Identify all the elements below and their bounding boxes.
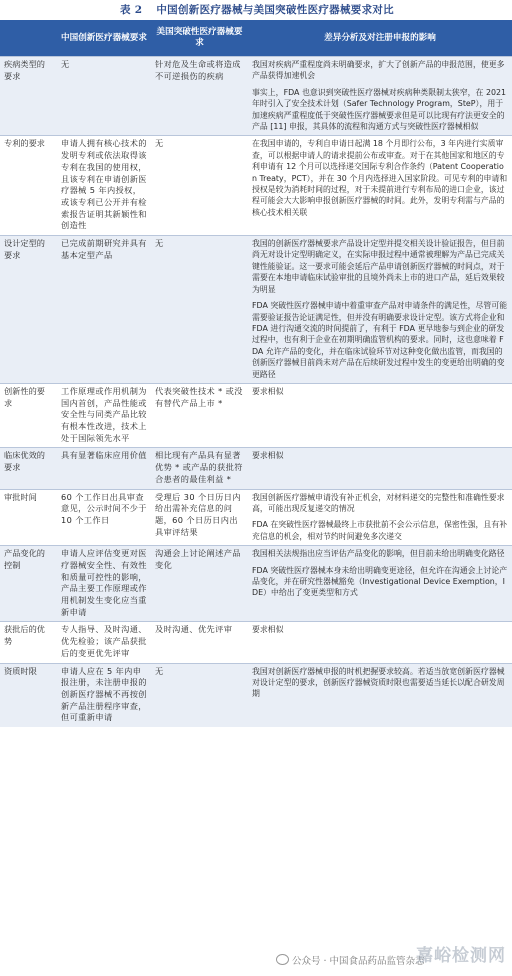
analysis-cell <box>248 622 512 663</box>
wechat-text: 公众号 · 中国食品药品监管杂志 <box>292 956 425 967</box>
analysis-paragraph: 我国的创新医疗器械要求产品设计定型并提交相关设计验证报告，但目前尚无对设计定型明确定义，在实际申报过程中通常被理解为产品已完成关键性能验证。这一要求可能会延后产品申请创新医疗器械的时间点，对于需要在本地申请临床试验审批的且境外尚未上市的进口产品，延后效果较为明显 <box>252 239 505 294</box>
header-blank <box>0 20 57 57</box>
us-requirement: 代表突破性技术 * 或没有替代产品上市 * <box>151 383 248 448</box>
row-label: 资质时限 <box>0 663 57 727</box>
us-requirement: 无 <box>151 136 248 236</box>
analysis-cell <box>248 136 512 236</box>
row-label: 专利的要求 <box>0 136 57 236</box>
china-requirement: 专人指导、及时沟通、优先检验；该产品获批后的变更优先评审 <box>57 622 151 663</box>
analysis-cell <box>248 57 512 136</box>
wechat-credit <box>276 953 425 967</box>
us-requirement: 无 <box>151 236 248 384</box>
row-label: 审批时间 <box>0 489 57 546</box>
china-requirement: 60 个工作日出具审查意见，公示时间不少于 10 个工作日 <box>57 489 151 546</box>
row-label: 获批后的优势 <box>0 622 57 663</box>
comparison-table <box>0 20 512 727</box>
china-requirement: 无 <box>57 57 151 136</box>
table-row <box>0 383 512 448</box>
analysis-cell <box>248 383 512 448</box>
us-requirement: 无 <box>151 663 248 727</box>
table-body <box>0 57 512 728</box>
table-row <box>0 663 512 727</box>
table-row <box>0 489 512 546</box>
table-caption <box>0 0 512 20</box>
us-requirement: 相比现有产品具有显著优势 * 或产品的获批符合患者的最佳利益 * <box>151 448 248 489</box>
analysis-cell <box>248 448 512 489</box>
table-row <box>0 622 512 663</box>
table-header <box>0 20 512 57</box>
analysis-cell <box>248 546 512 622</box>
table-number: 表 2 <box>120 4 143 16</box>
table-row <box>0 57 512 136</box>
analysis-paragraph: FDA 突破性医疗器械本身未给出明确变更途径，但允许在沟通会上讨论产品变化，并在研究性器械豁免（Investigational Device Exemption，IDE）中给出了变更类型和方式 <box>252 565 508 598</box>
analysis-paragraph: 我国相关法规指出应当评估产品变化的影响，但目前未给出明确变化路径 <box>252 549 505 559</box>
china-requirement: 申请人应评估变更对医疗器械安全性、有效性和质量可控性的影响，产品主要工作原理或作用机制发生变化应当重新申请 <box>57 546 151 622</box>
analysis-paragraph: 要求相似 <box>252 451 284 461</box>
china-requirement: 具有显著临床应用价值 <box>57 448 151 489</box>
china-requirement: 申请人应在 5 年内申报注册，未注册申报的创新医疗器械不再按创新产品注册程序审查，但可重新申请 <box>57 663 151 727</box>
table-row <box>0 448 512 489</box>
us-requirement: 沟通会上讨论阐述产品变化 <box>151 546 248 622</box>
wechat-icon <box>276 954 289 965</box>
header-china: 中国创新医疗器械要求 <box>57 20 151 57</box>
us-requirement: 针对危及生命或将造成不可逆损伤的疾病 <box>151 57 248 136</box>
analysis-cell <box>248 236 512 384</box>
row-label: 产品变化的控制 <box>0 546 57 622</box>
china-requirement: 申请人拥有核心技术的发明专利或依法取得该专利在我国的使用权，且该专利在申请创新医疗器械 5 年内授权，或该专利已公开并有检索报告证明其新颖性和创造性 <box>57 136 151 236</box>
table-row <box>0 236 512 384</box>
analysis-paragraph: 要求相似 <box>252 625 284 635</box>
row-label: 临床优效的要求 <box>0 448 57 489</box>
analysis-paragraph: 我国创新医疗器械申请没有补正机会，对材料递交的完整性和准确性要求高，可能出现反复递交的情况 <box>252 492 505 513</box>
analysis-paragraph: FDA 突破性医疗器械申请中着重审查产品对申请条件的满足性，尽管可能需要验证报告论证满足性，但并没有明确要求设计定型。该方式将企业和 FDA 进行沟通交流的时间提前了，有利于 FDA 更早地参与到企业的研发过程中，也有利于企业在初期明确监管机构的要求。同时，这也意味着 FDA 允许产品的变化，并在临床试验环节对这种变化做出监管，而我国的创新医疗器械目前尚未对产品在后续研发过程中发生的变更给出明确的变更路径 <box>252 301 508 379</box>
analysis-paragraph: 我国对疾病严重程度尚未明确要求，扩大了创新产品的申报范围，使更多产品获得加速机会 <box>252 60 505 81</box>
analysis-paragraph: 在我国申请的，专利自申请日起满 18 个月即行公布，3 年内进行实质审查，可以根据申请人的请求提前公布或审查。对于在其他国家和地区的专利申请有 12 个月可以选择递交国际专利合作条约（Patent Cooperation Treaty，PCT），并在 30 个月内选择进入国家阶段。可见专利的申请和授权是较为消耗时间的过程，对于未提前进行专利布局的进口企业，该过程可能会大大影响申报创新医疗器械的时间。此外，发明专利需与产品的核心技术相关联 <box>252 139 508 217</box>
us-requirement: 及时沟通、优先评审 <box>151 622 248 663</box>
analysis-paragraph: FDA 在突破性医疗器械最终上市获批前不会公示信息，保密性强，且有补充信息的机会，相对节约时间避免多次递交 <box>252 520 508 541</box>
analysis-paragraph: 要求相似 <box>252 386 284 396</box>
us-requirement: 受理后 30 个日历日内给出需补充信息的问题，60 个日历日内出具审评结果 <box>151 489 248 546</box>
row-label: 疾病类型的要求 <box>0 57 57 136</box>
china-requirement: 工作原理或作用机制为国内首创，产品性能或安全性与同类产品比较有根本性改进，技术上处于国际领先水平 <box>57 383 151 448</box>
analysis-paragraph: 我国对创新医疗器械申报的时机把握要求较高。若适当放宽创新医疗器械对设计定型的要求，创新医疗器械资质时限也需要适当延长以配合研发周期 <box>252 666 505 699</box>
row-label: 创新性的要求 <box>0 383 57 448</box>
row-label: 设计定型的要求 <box>0 236 57 384</box>
china-requirement: 已完成前期研究并具有基本定型产品 <box>57 236 151 384</box>
table-title: 中国创新医疗器械与美国突破性医疗器械要求对比 <box>156 4 394 16</box>
table-row <box>0 136 512 236</box>
analysis-paragraph: 事实上，FDA 也意识到突破性医疗器械对疾病种类限制太狭窄，在 2021 年时引入了安全技术计划（Safer Technology Program，SteP），用于加速疾病严重程度低于突破性医疗器械要求但是可以比现有疗法更安全的产品 [11] 申报，其具体的流程和沟通方式与突破性医疗器械相似 <box>252 87 507 132</box>
header-analysis: 差异分析及对注册申报的影响 <box>248 20 512 57</box>
header-us: 美国突破性医疗器械要求 <box>151 20 248 57</box>
analysis-cell <box>248 663 512 727</box>
watermark: 嘉峪检测网 <box>416 946 506 966</box>
table-row <box>0 546 512 622</box>
analysis-cell <box>248 489 512 546</box>
